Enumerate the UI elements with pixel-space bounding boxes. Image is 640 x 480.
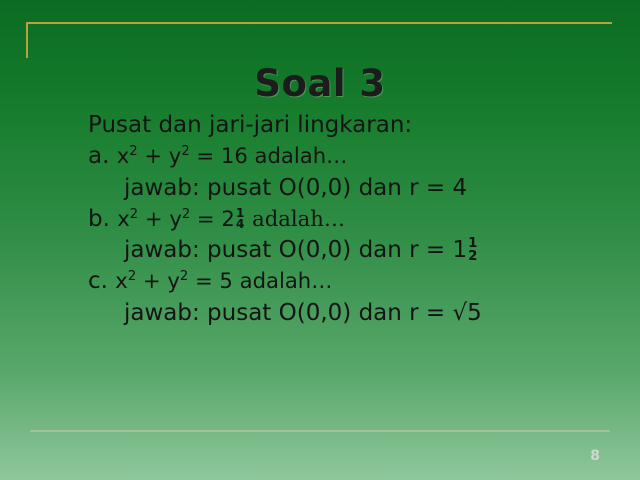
c-plus: + [142,268,161,294]
body-line-c-question [88,266,618,297]
b-plus: + [144,205,163,231]
b-equals: = 2 [196,205,235,231]
a-term2-exp: 2 [181,144,190,160]
b-answer-fraction-denominator: 2 [468,248,478,264]
a-term2-base: y [168,143,182,169]
decorative-bottom-rule [30,430,610,432]
body-line-c-answer [88,298,618,329]
body-line-b-question [88,204,618,235]
body-line-intro [88,110,618,141]
a-term1-exp: 2 [129,144,138,160]
c-answer-text: jawab: pusat O(0,0) dan r = √5 [124,299,482,326]
slide-title: Soal 3 [254,62,386,105]
b-term2-exp: 2 [181,206,191,222]
a-answer-text: jawab: pusat O(0,0) dan r = 4 [124,174,468,201]
expr-c [115,268,332,293]
c-term1-base: x [115,268,128,294]
body-line-a-answer [88,173,618,204]
slide-body [88,110,618,329]
a-term1-base: x [116,143,130,169]
a-equals: = 16 adalah… [196,143,348,169]
c-term2-base: y [167,268,180,294]
b-answer-text: jawab: pusat O(0,0) dan r = 1 [124,237,468,264]
item-label-b: b. [88,205,110,232]
b-term1-base: x [117,205,130,231]
b-fraction [235,205,245,232]
decorative-left-rule [26,22,28,58]
c-term1-exp: 2 [127,269,137,285]
expr-a [117,143,348,168]
c-equals: = 5 adalah… [194,268,333,294]
c-term2-exp: 2 [179,269,189,285]
body-line-b-answer [88,235,618,266]
page-number: 8 [590,448,600,464]
intro-text: Pusat dan jari-jari lingkaran: [88,112,413,138]
a-plus: + [144,143,163,169]
expr-b [117,206,345,231]
item-label-a: a. [88,143,110,170]
b-answer-fraction-numerator: 1 [468,236,478,252]
b-term2-base: y [169,205,182,231]
b-term1-exp: 2 [129,206,139,222]
b-tail: adalah… [252,205,346,231]
b-fraction-numerator: 1 [235,205,245,220]
decorative-top-rule [26,22,612,24]
b-answer-fraction [468,238,477,263]
body-line-a-question [88,141,618,172]
item-label-c: c. [88,268,108,295]
b-fraction-denominator: 4 [235,217,245,232]
